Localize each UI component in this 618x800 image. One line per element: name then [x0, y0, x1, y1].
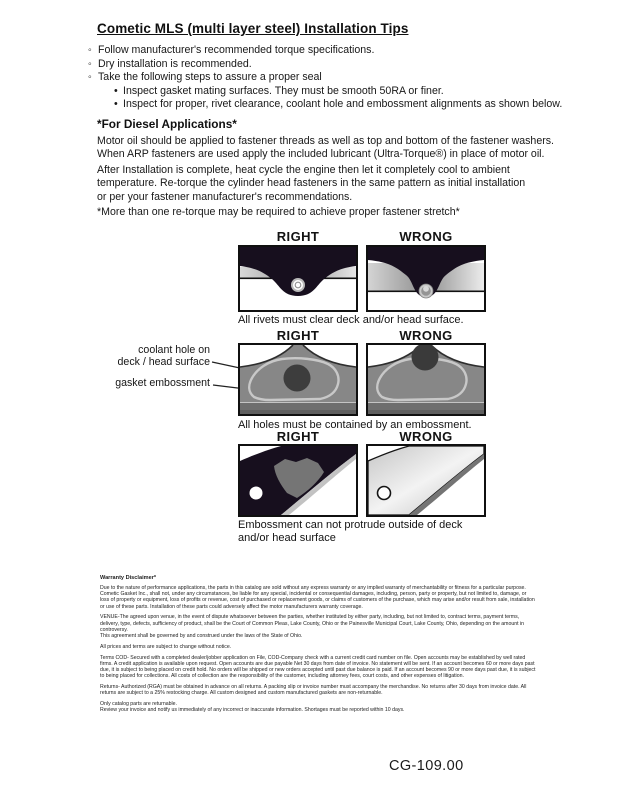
rivet-right-diagram [238, 245, 358, 312]
legal-paragraph: Only catalog parts are returnable. Review your invoice and notify us immediately of any incorrect or inaccurate information. Shortages must be reported within 10 days. [100, 701, 405, 714]
holes-caption: All holes must be contained by an embossment. [238, 419, 472, 431]
diesel-paragraph: After Installation is complete, heat cycle the engine then let it completely cool to ambient temperature. Re-torque the cylinder head fasteners in the same pattern as initial installation or per your fastener manufacturer's recommendations. [97, 164, 526, 203]
legal-paragraph: Returns- Authorized (RGA) must be obtained in advance on all returns. A packing slip or invoice number must accompany the merchandise. No returns after 30 days from invoice date. All returns are subject to a 25% restocking charge. All custom designed and custom manufactured gaskets are non-returnable. [100, 684, 527, 697]
hollow-bullet-icon: ◦ [88, 44, 92, 56]
tip-sub-item-text: Inspect for proper, rivet clearance, coolant hole and embossment alignments as shown below. [123, 98, 563, 110]
diagram-right-label: RIGHT [276, 229, 320, 244]
page-number: CG-109.00 [389, 758, 464, 774]
embossment-wrong-diagram [366, 444, 486, 517]
tip-item-text: Dry installation is recommended. [98, 57, 252, 70]
tip-item-text: Take the following steps to assure a proper seal [98, 71, 322, 83]
retorque-note: *More than one re-torque may be required to achieve proper fastener stretch* [97, 206, 460, 218]
legal-section [100, 575, 536, 718]
tip-sub-item [88, 85, 562, 99]
diagram-wrong-label: WRONG [399, 328, 453, 343]
tip-sub-item-text: Inspect gasket mating surfaces. They must be smooth 50RA or finer. [123, 84, 444, 97]
diagram-right-label: RIGHT [276, 328, 320, 343]
coolant-hole-right-illustration [240, 345, 356, 414]
coolant-hole-wrong-illustration [368, 345, 484, 414]
diesel-applications-heading: *For Diesel Applications* [97, 117, 237, 131]
embossment-caption: Embossment can not protrude outside of deck and/or head surface [238, 519, 463, 544]
tip-item-text: Follow manufacturer's recommended torque specifications. [98, 44, 375, 56]
rivet-caption: All rivets must clear deck and/or head surface. [238, 314, 464, 326]
tip-sub-item [88, 98, 562, 112]
coolant-hole-annotation: coolant hole on deck / head surface [117, 344, 210, 369]
rivet-wrong-diagram [366, 245, 486, 312]
warranty-disclaimer-heading: Warranty Disclaimer* [100, 575, 157, 581]
hollow-bullet-icon: ◦ [88, 57, 92, 70]
legal-paragraph: Terms COD- Secured with a completed dealer/jobber application on File, COD-Company check with a current credit card number on file. Open accounts may be established by well rated firms. A credit application is available upon request. Open accounts are due payable Net 30 days from date of invoice. No statement will be sent. If an account becomes 60 or more days past due, it is subject to being placed on credit hold. No orders will be shipped or new orders accepted until past due balance is paid. If an account becomes 90 or more days past due, it is subject to being placed for collections. All costs of collection are the responsibility of the customer, including attorney fees, court costs, and other expenses of litigation. [100, 654, 536, 680]
hollow-bullet-icon: ◦ [88, 71, 92, 83]
tip-item [88, 44, 562, 58]
embossment-wrong-illustration [368, 446, 484, 515]
coolant-hole-wrong-diagram [366, 343, 486, 416]
legal-paragraph: VENUE-The agreed upon venue, in the event of dispute whatsoever between the parties, whether instituted by either party, including, but not limited to, contract terms, payment terms, delivery, type, defects, sufficiency of product, shall be the Court of Common Pleas, Lake County, Ohio or the Painesville Municipal Court, Lake County, Ohio, depending on the amount in controversy. This agreement shall be governed by and construed under the laws of the State of Ohio. [100, 614, 525, 640]
rivet-right-illustration [240, 247, 356, 310]
tip-item [88, 71, 562, 85]
filled-bullet-icon: • [114, 84, 118, 97]
page-title: Cometic MLS (multi layer steel) Installation Tips [97, 21, 409, 36]
gasket-embossment-annotation: gasket embossment [115, 377, 210, 389]
diagram-right-label: RIGHT [276, 429, 320, 444]
legal-paragraph: Due to the nature of performance applications, the parts in this catalog are sold without any express warranty or any implied warranty of merchantability or fitness for a particular purpose. Cometic Gasket Inc., shall not, under any circumstances, be liable for any special, incidental or consequential damages, including, person, party or property, but not limited to, damage, or loss of property or equipment, loss of profits or revenue, cost of purchased or replacement goods, or claims of customers of the purchase, which may arise and/or result from sale, installation or use of these parts. Installation of these parts could adversely affect the motor manufacturers warranty coverage. [100, 585, 535, 610]
diagram-wrong-label: WRONG [399, 429, 453, 444]
rivet-wrong-illustration [368, 247, 484, 310]
filled-bullet-icon: • [114, 98, 118, 110]
tip-item [88, 58, 562, 72]
embossment-right-diagram [238, 444, 358, 517]
coolant-hole-right-diagram [238, 343, 358, 416]
diesel-paragraph: Motor oil should be applied to fastener threads as well as top and bottom of the fastener washers. When ARP fasteners are used apply the included lubricant (Ultra-Torque®) in place of motor oil. [97, 135, 554, 161]
embossment-right-illustration [240, 446, 356, 515]
diagram-wrong-label: WRONG [399, 229, 453, 244]
legal-paragraph: All prices and terms are subject to change without notice. [100, 643, 232, 650]
installation-tips-list [88, 44, 562, 112]
